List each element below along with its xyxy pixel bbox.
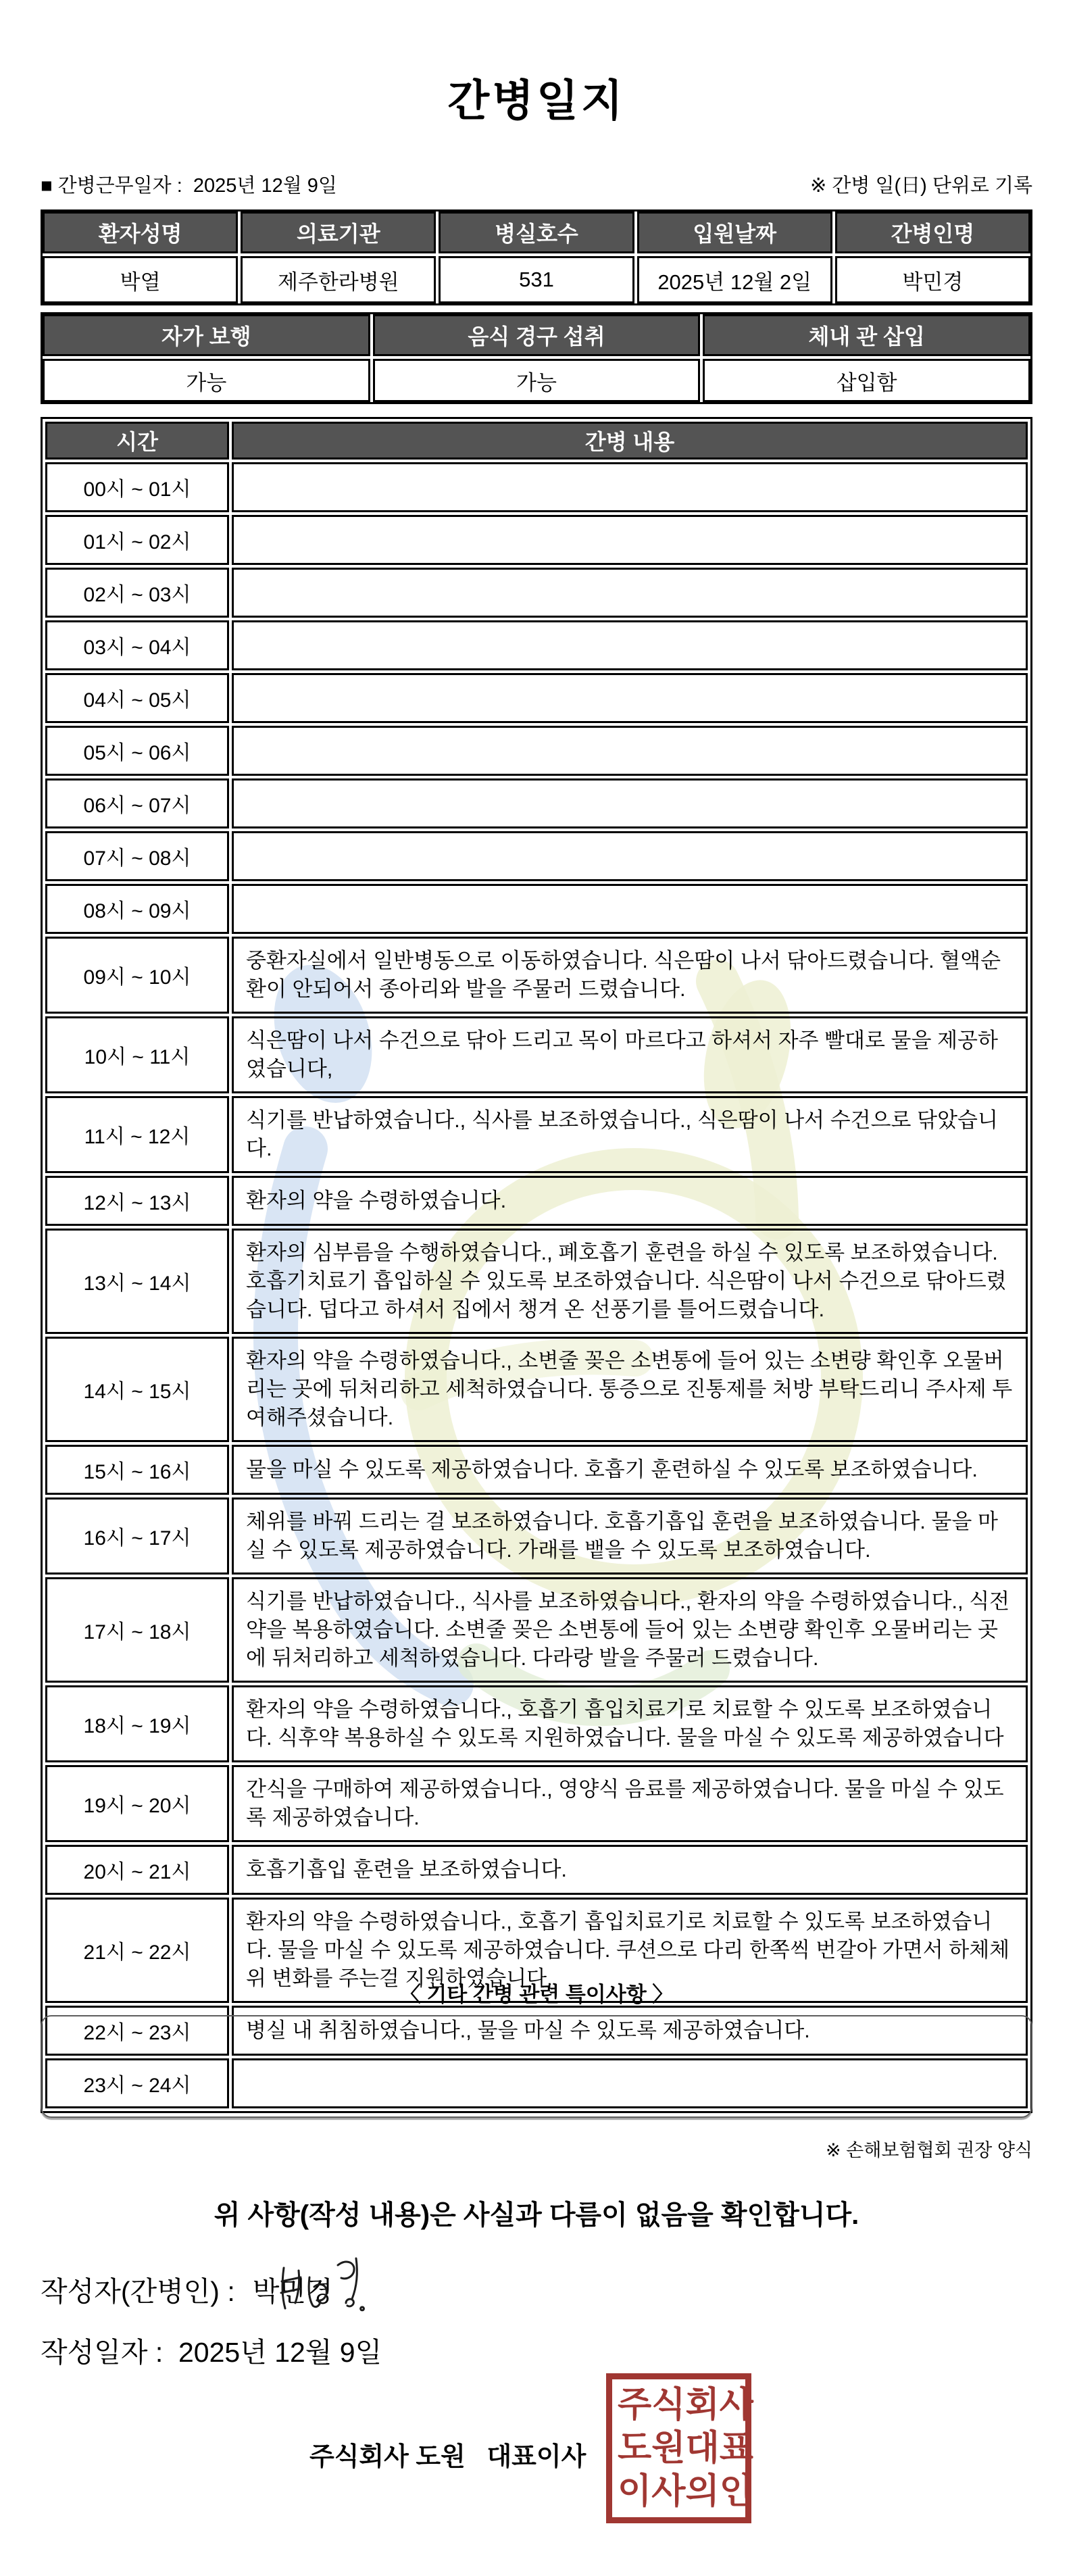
care-content-cell: 중환자실에서 일반병동으로 이동하였습니다. 식은땀이 나서 닦아드렸습니다. 혈액순환이 안되어서 종아리와 발을 주물러 드렸습니다. (232, 937, 1028, 1014)
schedule-body (45, 462, 1028, 2108)
oral-intake-header: 음식 경구 섭취 (373, 314, 701, 356)
time-cell: 02시 ~ 03시 (45, 568, 229, 618)
time-cell: 09시 ~ 10시 (45, 937, 229, 1014)
writer-name: 박민경 (252, 2276, 333, 2307)
care-content-cell: 환자의 약을 수령하였습니다., 소변줄 꽂은 소변통에 들어 있는 소변량 확인후 오물버리는 곳에 뒤처리하고 세척하였습니다. 통증으로 진통제를 처방 부탁드리니 주사제 투여해주셨습니다. (232, 1337, 1028, 1442)
room-number-header: 병실호수 (439, 212, 634, 253)
time-cell: 01시 ~ 02시 (45, 515, 229, 565)
admission-date-header: 입원날짜 (637, 212, 832, 253)
table-row (45, 1229, 1028, 1334)
care-content-cell: 환자의 심부름을 수행하였습니다., 폐호흡기 훈련을 하실 수 있도록 보조하였습니다. 호흡기치료기 흡입하실 수 있도록 보조하였습니다. 식은땀이 나서 수건으로 닦아드렸습니다. 덥다고 하셔서 집에서 챙겨 온 선풍기를 틀어드렸습니다. (232, 1229, 1028, 1334)
catheter-value: 삽입함 (703, 359, 1030, 402)
hospital-value: 제주한라병원 (241, 256, 436, 303)
patient-info-table (41, 209, 1032, 305)
self-walking-value: 가능 (43, 359, 370, 402)
time-cell: 15시 ~ 16시 (45, 1445, 229, 1495)
time-cell: 16시 ~ 17시 (45, 1497, 229, 1575)
care-content-cell: 체위를 바꿔 드리는 걸 보조하였습니다. 호흡기흡입 훈련을 보조하였습니다. 물을 마실 수 있도록 제공하였습니다. 가래를 뱉을 수 있도록 보조하였습니다. (232, 1497, 1028, 1575)
admission-date-value: 2025년 12월 2일 (637, 256, 832, 303)
time-cell: 12시 ~ 13시 (45, 1176, 229, 1226)
room-number-value: 531 (439, 256, 634, 303)
time-cell: 10시 ~ 11시 (45, 1016, 229, 1093)
care-content-cell (232, 568, 1028, 618)
other-notes-heading: 〈 기타 간병 관련 특이사항 〉 (399, 1983, 674, 2006)
table-row (45, 568, 1028, 618)
time-cell: 22시 ~ 23시 (45, 2006, 229, 2056)
table-row (45, 1445, 1028, 1495)
care-content-cell: 식기를 반납하였습니다., 식사를 보조하였습니다., 식은땀이 나서 수건으로 닦았습니다. (232, 1096, 1028, 1173)
care-content-cell: 병실 내 취침하였습니다., 물을 마실 수 있도록 제공하였습니다. (232, 2006, 1028, 2056)
self-walking-header: 자가 보행 (43, 314, 370, 356)
time-cell: 13시 ~ 14시 (45, 1229, 229, 1334)
stamp-line-2: 도 원 대 표 (618, 2429, 753, 2468)
care-content-cell: 식은땀이 나서 수건으로 닦아 드리고 목이 마르다고 하셔서 자주 빨대로 물을 제공하였습니다, (232, 1016, 1028, 1093)
time-cell: 04시 ~ 05시 (45, 673, 229, 723)
time-cell: 06시 ~ 07시 (45, 778, 229, 828)
care-content-cell: 물을 마실 수 있도록 제공하였습니다. 호흡기 훈련하실 수 있도록 보조하였습니다. (232, 1445, 1028, 1495)
page-title: 간병일지 (447, 76, 626, 125)
table-row (45, 1497, 1028, 1575)
care-content-cell (232, 620, 1028, 670)
write-date: 작성일자 : 2025년 12월 9일 (41, 2337, 382, 2368)
corporate-seal-stamp (606, 2373, 751, 2523)
care-schedule-table (41, 417, 1032, 2113)
caregiver-name-header: 간병인명 (835, 212, 1030, 253)
table-row (45, 673, 1028, 723)
table-row (45, 1016, 1028, 1093)
table-row (45, 515, 1028, 565)
time-cell: 05시 ~ 06시 (45, 726, 229, 776)
insurance-form-note: ※ 손해보험협회 권장 양식 (826, 2140, 1032, 2160)
handwritten-signature (276, 2254, 370, 2322)
oral-intake-value: 가능 (373, 359, 701, 402)
time-column-header: 시간 (45, 422, 229, 460)
content-column-header: 간병 내용 (232, 422, 1028, 460)
time-cell: 08시 ~ 09시 (45, 884, 229, 934)
time-cell: 11시 ~ 12시 (45, 1096, 229, 1173)
care-content-cell (232, 831, 1028, 881)
table-row (45, 462, 1028, 512)
care-content-cell: 식기를 반납하였습니다., 식사를 보조하였습니다., 환자의 약을 수령하였습니다., 식전약을 복용하였습니다. 소변줄 꽂은 소변통에 들어 있는 소변량 확인후 오물버리는 곳에 뒤처리하고 세척하였습니다. 다라랑 발을 주물러 드렸습니다. (232, 1577, 1028, 1683)
other-notes-box (41, 2015, 1032, 2118)
table-row (45, 937, 1028, 1014)
time-cell: 18시 ~ 19시 (45, 1685, 229, 1762)
table-row (45, 1337, 1028, 1442)
stamp-line-3: 이 사 의 인 (618, 2472, 753, 2511)
table-row (45, 778, 1028, 828)
time-cell: 20시 ~ 21시 (45, 1845, 229, 1895)
patient-name-header: 환자성명 (43, 212, 238, 253)
table-row (45, 1096, 1028, 1173)
company-ceo-line: 주식회사 도원 대표이사 (309, 2443, 587, 2471)
hospital-header: 의료기관 (241, 212, 436, 253)
care-content-cell (232, 884, 1028, 934)
time-cell: 14시 ~ 15시 (45, 1337, 229, 1442)
care-content-cell (232, 462, 1028, 512)
table-row (45, 1765, 1028, 1842)
table-row (45, 620, 1028, 670)
time-cell: 23시 ~ 24시 (45, 2058, 229, 2108)
schedule-header-row (45, 422, 1028, 460)
time-cell: 03시 ~ 04시 (45, 620, 229, 670)
care-content-cell: 환자의 약을 수령하였습니다., 호흡기 흡입치료기로 치료할 수 있도록 보조하였습니다. 물을 마실 수 있도록 제공하였습니다. 쿠션으로 다리 한쪽씩 번갈아 가면서 하체체위 변화를 주는걸 지원하였습니다. (232, 1898, 1028, 2003)
time-cell: 17시 ~ 18시 (45, 1577, 229, 1683)
table-row (45, 884, 1028, 934)
care-content-cell (232, 778, 1028, 828)
writer-label: 작성자(간병인) : (41, 2276, 235, 2307)
meta-row (41, 170, 1032, 198)
catheter-header: 체내 관 삽입 (703, 314, 1030, 356)
table-row (45, 726, 1028, 776)
care-content-cell (232, 673, 1028, 723)
caregiver-name-value: 박민경 (835, 256, 1030, 303)
time-cell: 07시 ~ 08시 (45, 831, 229, 881)
patient-name-value: 박열 (43, 256, 238, 303)
table-row (45, 1685, 1028, 1762)
table-row (45, 1176, 1028, 1226)
record-unit-note: ※ 간병 일(日) 단위로 기록 (810, 175, 1032, 197)
care-content-cell (232, 726, 1028, 776)
time-cell: 21시 ~ 22시 (45, 1898, 229, 2003)
table-row (45, 831, 1028, 881)
care-work-date: ■ 간병근무일자 : 2025년 12월 9일 (41, 175, 337, 197)
care-content-cell: 호흡기흡입 훈련을 보조하였습니다. (232, 1845, 1028, 1895)
confirmation-statement: 위 사항(작성 내용)은 사실과 다름이 없음을 확인합니다. (214, 2200, 859, 2230)
care-content-cell: 간식을 구매하여 제공하였습니다., 영양식 음료를 제공하였습니다. 물을 마실 수 있도록 제공하였습니다. (232, 1765, 1028, 1842)
care-content-cell (232, 515, 1028, 565)
table-row (45, 1577, 1028, 1683)
time-cell: 00시 ~ 01시 (45, 462, 229, 512)
care-content-cell: 환자의 약을 수령하였습니다., 호흡기 흡입치료기로 치료할 수 있도록 보조하였습니다. 식후약 복용하실 수 있도록 지원하였습니다. 물을 마실 수 있도록 제공하였습니다 (232, 1685, 1028, 1762)
time-cell: 19시 ~ 20시 (45, 1765, 229, 1842)
patient-status-table (41, 312, 1032, 404)
care-content-cell: 환자의 약을 수령하였습니다. (232, 1176, 1028, 1226)
table-row (45, 1845, 1028, 1895)
stamp-line-1: 주 식 회 사 (618, 2385, 753, 2425)
